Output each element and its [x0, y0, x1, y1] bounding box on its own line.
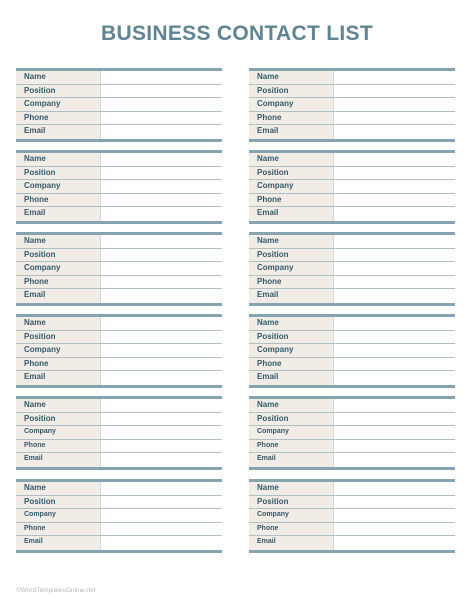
name-field[interactable] [101, 71, 222, 84]
company-label: Company [249, 509, 334, 522]
contact-card-4 [249, 150, 455, 224]
contact-row-company [16, 98, 222, 112]
email-field[interactable] [101, 371, 222, 385]
name-label: Name [249, 399, 334, 412]
phone-label: Phone [249, 358, 334, 371]
position-label: Position [16, 331, 101, 344]
contact-row-company [249, 426, 455, 440]
position-label: Position [16, 249, 101, 262]
company-label: Company [249, 98, 334, 111]
contact-row-position [16, 167, 222, 181]
name-field[interactable] [334, 317, 455, 330]
company-field[interactable] [334, 426, 455, 439]
contact-row-name [249, 399, 455, 413]
position-label: Position [16, 496, 101, 509]
email-label: Email [16, 536, 101, 550]
contact-row-email [249, 371, 455, 385]
contact-card-11 [16, 479, 222, 553]
phone-label: Phone [16, 358, 101, 371]
contact-row-company [249, 262, 455, 276]
position-field[interactable] [101, 167, 222, 180]
email-label: Email [16, 453, 101, 467]
contact-row-phone [16, 440, 222, 454]
company-field[interactable] [101, 180, 222, 193]
phone-field[interactable] [334, 523, 455, 536]
name-field[interactable] [101, 482, 222, 495]
company-field[interactable] [334, 180, 455, 193]
position-field[interactable] [334, 496, 455, 509]
phone-label: Phone [16, 440, 101, 453]
phone-field[interactable] [101, 276, 222, 289]
name-label: Name [16, 399, 101, 412]
position-field[interactable] [334, 249, 455, 262]
position-label: Position [249, 85, 334, 98]
contact-row-email [249, 536, 455, 550]
position-field[interactable] [101, 249, 222, 262]
contact-row-phone [249, 523, 455, 537]
position-label: Position [249, 249, 334, 262]
email-label: Email [249, 536, 334, 550]
name-label: Name [249, 153, 334, 166]
contact-card-1 [16, 68, 222, 142]
company-field[interactable] [101, 509, 222, 522]
name-label: Name [16, 482, 101, 495]
contact-row-email [249, 207, 455, 221]
position-label: Position [249, 331, 334, 344]
position-label: Position [249, 167, 334, 180]
contact-row-position [249, 167, 455, 181]
contact-row-phone [249, 112, 455, 126]
contact-row-email [16, 371, 222, 385]
position-label: Position [249, 496, 334, 509]
phone-field[interactable] [101, 194, 222, 207]
email-field[interactable] [334, 536, 455, 550]
contact-row-company [16, 180, 222, 194]
contact-row-name [16, 399, 222, 413]
contact-row-name [16, 482, 222, 496]
phone-field[interactable] [101, 112, 222, 125]
email-label: Email [16, 207, 101, 221]
name-field[interactable] [101, 153, 222, 166]
phone-label: Phone [16, 194, 101, 207]
company-label: Company [249, 344, 334, 357]
contact-row-phone [16, 358, 222, 372]
company-field[interactable] [334, 98, 455, 111]
contact-row-position [16, 496, 222, 510]
contact-row-position [16, 85, 222, 99]
email-field[interactable] [334, 207, 455, 221]
phone-label: Phone [249, 523, 334, 536]
contact-row-position [249, 413, 455, 427]
contact-row-company [249, 180, 455, 194]
company-label: Company [16, 180, 101, 193]
company-field[interactable] [101, 98, 222, 111]
position-field[interactable] [334, 331, 455, 344]
contact-row-phone [249, 358, 455, 372]
contact-row-email [16, 453, 222, 467]
company-field[interactable] [334, 509, 455, 522]
name-label: Name [16, 71, 101, 84]
position-label: Position [16, 167, 101, 180]
contact-row-phone [249, 440, 455, 454]
position-label: Position [16, 85, 101, 98]
name-label: Name [16, 235, 101, 248]
contact-card-9 [16, 396, 222, 470]
position-field[interactable] [334, 85, 455, 98]
contact-row-position [16, 249, 222, 263]
phone-field[interactable] [334, 276, 455, 289]
email-label: Email [249, 207, 334, 221]
contact-row-name [249, 71, 455, 85]
email-field[interactable] [334, 371, 455, 385]
contact-row-phone [16, 523, 222, 537]
email-label: Email [249, 289, 334, 303]
phone-label: Phone [249, 112, 334, 125]
contact-row-position [249, 331, 455, 345]
contact-row-position [16, 413, 222, 427]
footer-credit: ©WordTemplatesOnline.net [16, 587, 96, 594]
email-label: Email [249, 371, 334, 385]
contact-row-email [16, 289, 222, 303]
position-field[interactable] [101, 496, 222, 509]
email-field[interactable] [101, 289, 222, 303]
contact-row-phone [16, 194, 222, 208]
company-label: Company [249, 262, 334, 275]
position-label: Position [249, 413, 334, 426]
name-field[interactable] [101, 317, 222, 330]
name-field[interactable] [334, 482, 455, 495]
contact-row-email [16, 125, 222, 139]
position-field[interactable] [334, 167, 455, 180]
name-field[interactable] [101, 235, 222, 248]
company-label: Company [16, 509, 101, 522]
contact-row-company [249, 98, 455, 112]
name-label: Name [249, 71, 334, 84]
contact-row-position [16, 331, 222, 345]
email-label: Email [16, 289, 101, 303]
contact-row-phone [16, 276, 222, 290]
phone-field[interactable] [334, 440, 455, 453]
contact-row-name [249, 317, 455, 331]
company-field[interactable] [101, 344, 222, 357]
contact-card-12 [249, 479, 455, 553]
name-label: Name [249, 482, 334, 495]
contact-row-phone [249, 194, 455, 208]
contact-card-10 [249, 396, 455, 470]
email-field[interactable] [334, 453, 455, 467]
contact-row-email [249, 289, 455, 303]
phone-field[interactable] [101, 523, 222, 536]
contact-row-name [16, 71, 222, 85]
name-field[interactable] [334, 153, 455, 166]
email-label: Email [249, 453, 334, 467]
name-field[interactable] [334, 71, 455, 84]
company-field[interactable] [101, 262, 222, 275]
email-field[interactable] [101, 453, 222, 467]
phone-label: Phone [249, 440, 334, 453]
name-field[interactable] [101, 399, 222, 412]
position-field[interactable] [101, 331, 222, 344]
contact-row-phone [16, 112, 222, 126]
position-field[interactable] [101, 85, 222, 98]
company-label: Company [16, 344, 101, 357]
contact-row-company [16, 262, 222, 276]
contact-card-6 [249, 232, 455, 306]
phone-field[interactable] [101, 358, 222, 371]
contact-card-3 [16, 150, 222, 224]
phone-label: Phone [249, 276, 334, 289]
contact-row-company [16, 344, 222, 358]
contact-card-2 [249, 68, 455, 142]
contact-row-email [249, 453, 455, 467]
contact-row-name [249, 153, 455, 167]
contact-row-company [249, 509, 455, 523]
position-label: Position [16, 413, 101, 426]
contact-row-name [249, 482, 455, 496]
company-label: Company [249, 426, 334, 439]
phone-field[interactable] [334, 194, 455, 207]
contact-row-company [16, 509, 222, 523]
phone-label: Phone [16, 112, 101, 125]
name-label: Name [249, 317, 334, 330]
name-field[interactable] [334, 235, 455, 248]
phone-label: Phone [16, 523, 101, 536]
company-field[interactable] [334, 344, 455, 357]
email-field[interactable] [334, 125, 455, 139]
position-field[interactable] [101, 413, 222, 426]
company-label: Company [16, 426, 101, 439]
company-field[interactable] [101, 426, 222, 439]
email-field[interactable] [334, 289, 455, 303]
phone-label: Phone [16, 276, 101, 289]
contact-row-name [16, 153, 222, 167]
company-label: Company [16, 262, 101, 275]
phone-field[interactable] [334, 358, 455, 371]
contact-card-8 [249, 314, 455, 388]
name-label: Name [16, 153, 101, 166]
contact-row-name [249, 235, 455, 249]
contact-row-company [16, 426, 222, 440]
page-title: BUSINESS CONTACT LIST [101, 22, 373, 45]
contact-card-5 [16, 232, 222, 306]
company-label: Company [16, 98, 101, 111]
contact-row-email [16, 207, 222, 221]
email-field[interactable] [101, 125, 222, 139]
name-field[interactable] [334, 399, 455, 412]
name-label: Name [249, 235, 334, 248]
phone-field[interactable] [101, 440, 222, 453]
email-label: Email [16, 125, 101, 139]
contact-row-position [249, 496, 455, 510]
name-label: Name [16, 317, 101, 330]
contact-row-phone [249, 276, 455, 290]
email-label: Email [249, 125, 334, 139]
phone-label: Phone [249, 194, 334, 207]
contact-row-email [16, 536, 222, 550]
company-field[interactable] [334, 262, 455, 275]
contact-row-position [249, 249, 455, 263]
company-label: Company [249, 180, 334, 193]
contact-row-company [249, 344, 455, 358]
phone-field[interactable] [334, 112, 455, 125]
contact-row-email [249, 125, 455, 139]
contact-row-name [16, 235, 222, 249]
position-field[interactable] [334, 413, 455, 426]
contact-row-name [16, 317, 222, 331]
email-label: Email [16, 371, 101, 385]
email-field[interactable] [101, 536, 222, 550]
email-field[interactable] [101, 207, 222, 221]
contact-row-position [249, 85, 455, 99]
contact-card-7 [16, 314, 222, 388]
